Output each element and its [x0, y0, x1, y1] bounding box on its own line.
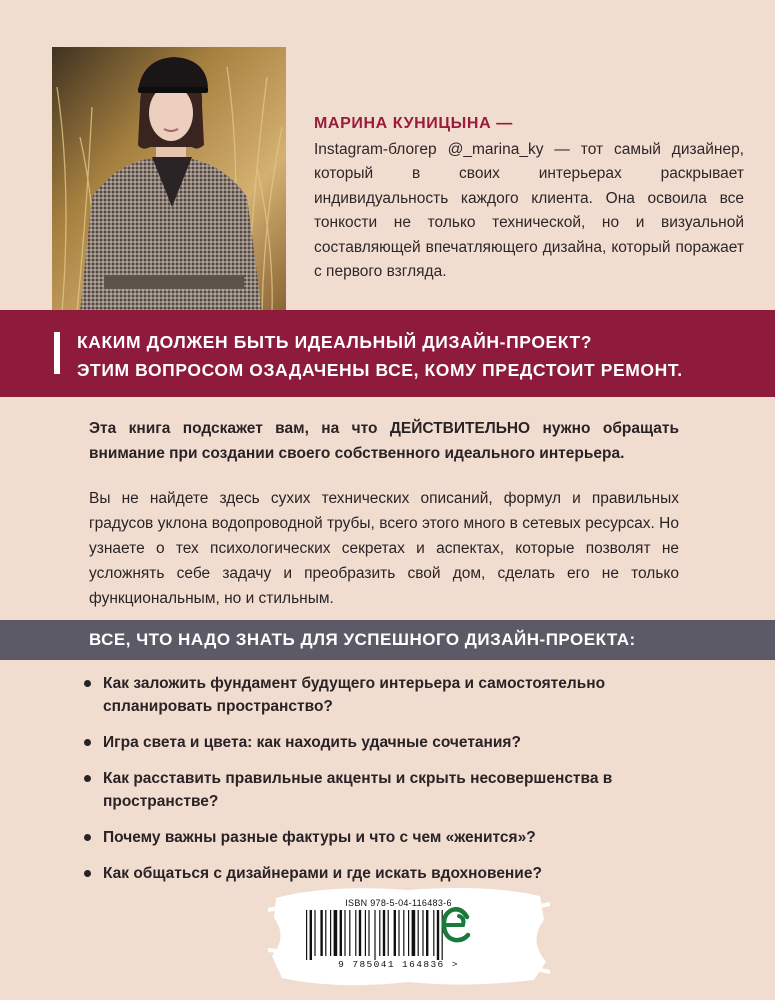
- bullet-icon: [84, 834, 91, 841]
- section-title: ВСЕ, ЧТО НАДО ЗНАТЬ ДЛЯ УСПЕШНОГО ДИЗАЙН-ПРОЕКТА:: [89, 630, 636, 649]
- author-name: МАРИНА КУНИЦЫНА —: [314, 115, 513, 132]
- lead-text: Эта книга подскажет вам, на что ДЕЙСТВИТЕЛЬНО нужно обращать внимание при создании своего собственного идеального интерьера.: [89, 420, 679, 462]
- body-paragraph: Вы не найдете здесь сухих технических описаний, формул и правильных градусов уклона водопроводной трубы, всего этого много в сетевых ресурсах. Но узнаете о тех психологических секретах и аспектах, которые позволят не усложнять себе задачу и преобразить свой дом, сделать его не только функциональным, но и стильным.: [89, 490, 679, 607]
- list-item: [82, 826, 682, 849]
- list-item: [82, 767, 682, 813]
- topics-list: [82, 672, 682, 898]
- author-bio: [314, 112, 744, 285]
- banner-line-1: КАКИМ ДОЛЖЕН БЫТЬ ИДЕАЛЬНЫЙ ДИЗАЙН-ПРОЕКТ?: [77, 332, 593, 352]
- list-item-text: Как расставить правильные акценты и скрыть несовершенства в пространстве?: [103, 770, 613, 810]
- author-bio-lead: Instagram-блогер: [314, 140, 448, 158]
- section-header-bar: [0, 620, 775, 660]
- author-bio-text: — тот самый дизайнер, который в своих интерьерах раскрывает индивидуальность каждого клиента. Она освоила все тонкости не только технической, но и визуальной составляющей впечатляющего дизайна, который поражает с первого взгляда.: [314, 140, 744, 280]
- list-item-text: Игра света и цвета: как находить удачные сочетания?: [103, 734, 521, 751]
- list-item: [82, 731, 682, 754]
- bullet-icon: [84, 739, 91, 746]
- banner-accent-bar: [54, 332, 60, 374]
- bullet-icon: [84, 775, 91, 782]
- list-item-text: Почему важны разные фактуры и что с чем «женится»?: [103, 829, 536, 846]
- bullet-icon: [84, 680, 91, 687]
- publisher-logo-icon: [441, 905, 471, 945]
- author-photo: [52, 47, 286, 312]
- instagram-handle: @_marina_ky: [447, 140, 544, 158]
- list-item-text: Как заложить фундамент будущего интерьера и самостоятельно спланировать пространство?: [103, 675, 606, 715]
- banner-line-2: ЭТИМ ВОПРОСОМ ОЗАДАЧЕНЫ ВСЕ, КОМУ ПРЕДСТОИТ РЕМОНТ.: [77, 360, 683, 380]
- list-item: [82, 672, 682, 718]
- isbn-label: ISBN 978-5-04-116483-6: [345, 898, 452, 908]
- list-item-text: Как общаться с дизайнерами и где искать вдохновение?: [103, 865, 542, 882]
- bullet-icon: [84, 870, 91, 877]
- barcode-digits: 9 785041 164836 >: [338, 959, 459, 970]
- question-banner: [0, 310, 775, 397]
